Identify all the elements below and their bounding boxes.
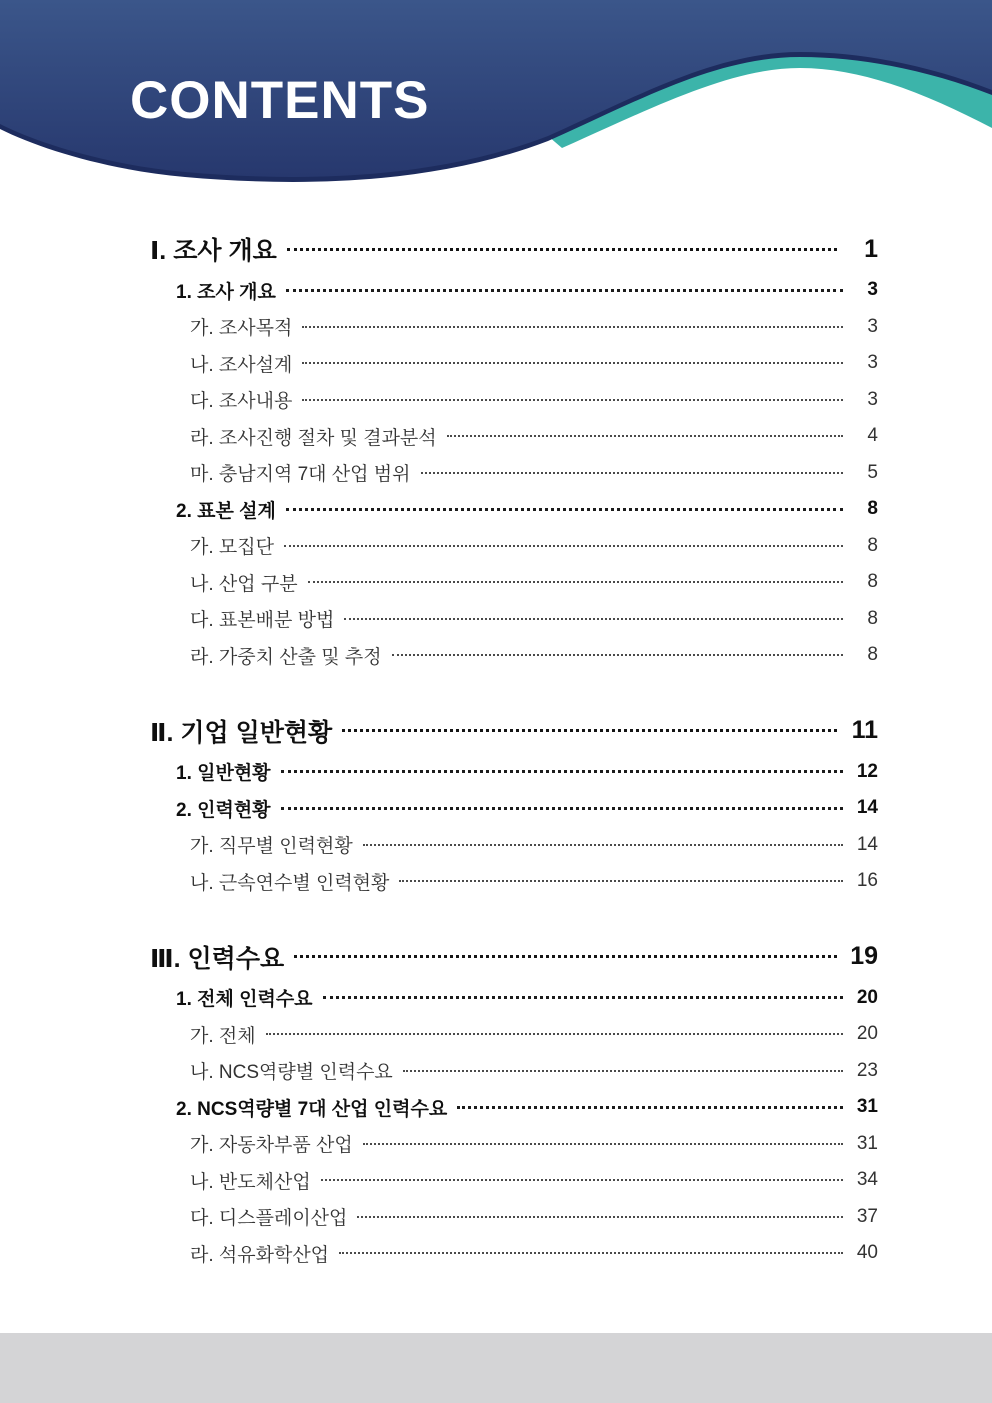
toc-row-label: 가. 모집단 [190,537,274,559]
dot-leader [308,581,843,583]
toc-page-number: 3 [867,279,878,301]
toc-row [150,1016,878,1053]
toc-page-number: 16 [856,870,878,892]
toc-row [150,491,878,528]
toc-row-label: 마. 충남지역 7대 산업 범위 [190,464,411,486]
toc-row-label: Ⅰ. 조사 개요 [150,237,277,265]
dot-leader [363,1143,843,1145]
dot-leader [392,654,843,656]
toc-row-label: 나. 조사설계 [190,354,293,376]
toc-row [150,790,878,827]
toc-page-number: 8 [867,571,878,593]
table-of-contents [150,226,878,1272]
toc-page-number: 5 [867,461,878,483]
toc-page-number: 23 [856,1059,878,1081]
toc-page-number: 11 [851,716,878,744]
toc-row [150,1162,878,1199]
toc-row-label: 다. 디스플레이산업 [190,1208,348,1230]
dot-leader [302,326,843,328]
toc-row-label: 가. 직무별 인력현황 [190,836,353,858]
dot-leader [286,508,843,511]
toc-page-number: 8 [867,534,878,556]
toc-row-label: 1. 조사 개요 [176,281,276,303]
dot-leader [281,807,843,810]
dot-leader [323,996,843,999]
toc-page-number: 12 [856,760,878,782]
toc-row-label: 라. 석유화학산업 [190,1244,330,1266]
toc-page-number: 3 [867,315,878,337]
toc-page-number: 3 [867,388,878,410]
toc-row [150,345,878,382]
toc-page-number: 40 [856,1242,878,1264]
toc-row [150,708,878,754]
toc-row [150,601,878,638]
dot-leader [447,435,843,437]
toc-page-number: 20 [856,986,878,1008]
toc-row [150,272,878,309]
toc-row [150,863,878,900]
toc-row-label: 가. 조사목적 [190,318,293,340]
toc-row [150,1089,878,1126]
dot-leader [339,1252,843,1254]
toc-row-label: 라. 가중치 산출 및 추정 [190,646,382,668]
toc-row-label: Ⅱ. 기업 일반현황 [150,718,333,747]
toc-row [150,226,878,272]
toc-row-label: 나. 근속연수별 인력현황 [190,872,390,894]
dot-leader [266,1033,843,1035]
toc-page-number: 4 [867,425,878,447]
toc-page-number: 34 [856,1169,878,1191]
toc-page-number: 8 [867,498,878,520]
toc-row-label: 다. 조사내용 [190,391,293,413]
dot-leader [284,545,843,547]
dot-leader [287,248,837,251]
toc-page-number: 8 [867,607,878,629]
footer-bar [0,1333,992,1403]
dot-leader [286,289,843,292]
toc-row [150,1199,878,1236]
dot-leader [294,955,837,958]
toc-row [150,1235,878,1272]
toc-row-label: 가. 자동차부품 산업 [190,1135,353,1157]
toc-row [150,980,878,1017]
toc-row [150,827,878,864]
toc-row-label: 다. 표본배분 방법 [190,610,335,632]
toc-row-label: 나. NCS역량별 인력수요 [190,1062,393,1084]
toc-row-label: 라. 조사진행 절차 및 결과분석 [190,427,437,449]
toc-row [150,1053,878,1090]
dot-leader [281,770,843,773]
toc-page-number: 20 [856,1023,878,1045]
dot-leader [357,1216,843,1218]
toc-page-number: 14 [856,833,878,855]
toc-page-number: 37 [856,1205,878,1227]
toc-page-number: 3 [867,352,878,374]
toc-row [150,455,878,492]
toc-row-label: 2. NCS역량별 7대 산업 인력수요 [176,1098,448,1120]
toc-row-label: 가. 전체 [190,1025,256,1047]
dot-leader [321,1179,843,1181]
toc-row [150,637,878,674]
toc-page-number: 14 [856,797,878,819]
toc-row-label: Ⅲ. 인력수요 [150,944,285,973]
toc-row [150,382,878,419]
toc-row [150,1126,878,1163]
dot-leader [421,472,843,474]
dot-leader [399,880,843,882]
dot-leader [344,618,843,620]
toc-row [150,564,878,601]
toc-row [150,934,878,980]
toc-page-number: 8 [867,644,878,666]
dot-leader [302,362,843,364]
toc-page-number: 1 [864,234,878,263]
toc-row-label: 나. 반도체산업 [190,1171,311,1193]
toc-row-label: 나. 산업 구분 [190,573,298,595]
toc-row-label: 2. 인력현황 [176,799,271,821]
dot-leader [302,399,843,401]
toc-page-number: 31 [856,1132,878,1154]
toc-page-number: 31 [856,1096,878,1118]
toc-row-label: 1. 일반현황 [176,763,271,785]
toc-page-number: 19 [850,942,878,970]
page-title: CONTENTS [130,71,430,130]
toc-row-label: 2. 표본 설계 [176,500,276,522]
toc-row-label: 1. 전체 인력수요 [176,989,313,1011]
dot-leader [342,729,837,732]
toc-row [150,309,878,346]
toc-row [150,754,878,791]
dot-leader [457,1106,843,1109]
dot-leader [363,844,843,846]
toc-row [150,528,878,565]
dot-leader [403,1070,843,1072]
toc-row [150,418,878,455]
